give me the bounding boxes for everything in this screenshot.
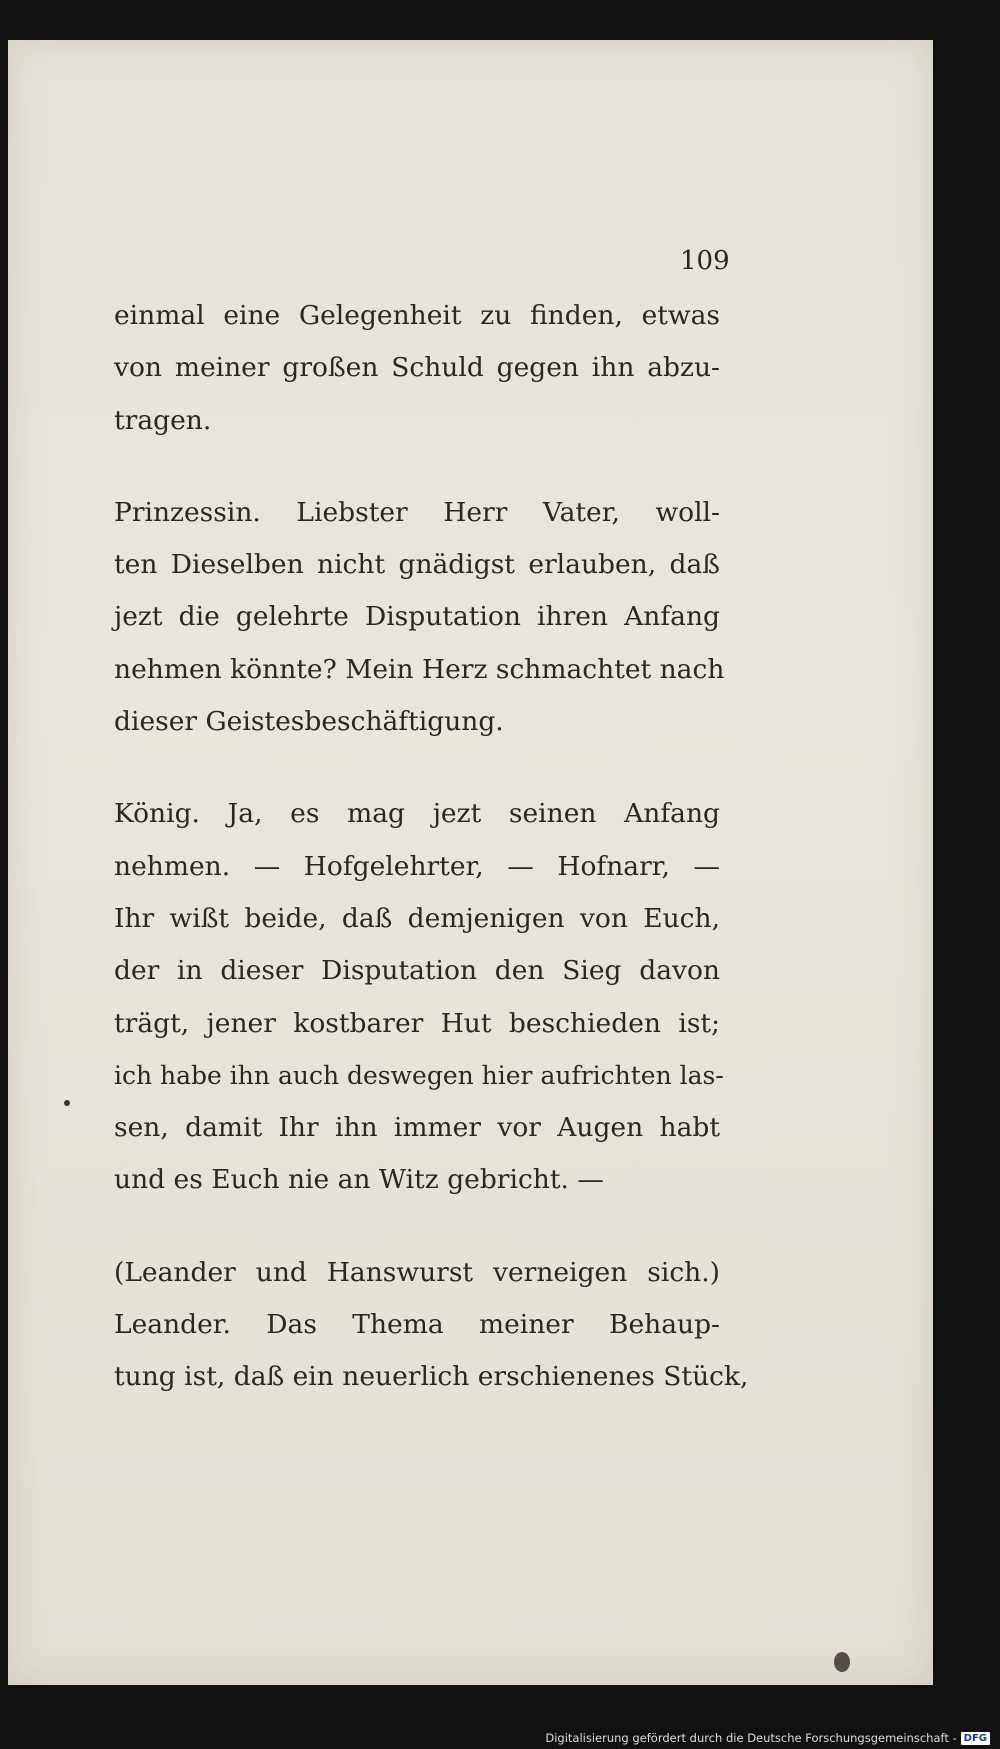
- dfg-logo-icon: DFG: [961, 1732, 990, 1745]
- page-number: 109: [680, 246, 730, 276]
- text-line: dieser Geistesbeschäftigung.: [114, 706, 504, 738]
- ink-dot: [64, 1100, 70, 1106]
- text-line: tragen.: [114, 404, 212, 436]
- paragraph-gap: [114, 1207, 720, 1247]
- digitization-footer: [545, 1731, 990, 1745]
- ink-smudge: [834, 1652, 850, 1672]
- text-line: sen, damit Ihr ihn immer vor Augen habt: [114, 1112, 720, 1144]
- text-line: jezt die gelehrte Disputation ihren Anfang: [114, 601, 720, 633]
- text-block: [114, 290, 749, 1404]
- stage-direction: (Leander und Hanswurst verneigen sich.): [114, 1256, 720, 1288]
- paragraph-gap: [114, 447, 720, 487]
- text-line: Ihr wißt beide, daß demjenigen von Euch,: [114, 902, 720, 934]
- text-line: Leander. Das Thema meiner Behaup-: [114, 1309, 720, 1341]
- text-line: Prinzessin. Liebster Herr Vater, woll-: [114, 496, 720, 528]
- text-line: ten Dieselben nicht gnädigst erlauben, daß: [114, 549, 720, 581]
- text-line: nehmen könnte? Mein Herz schmachtet nach: [114, 653, 725, 685]
- text-line: einmal eine Gelegenheit zu finden, etwas: [114, 300, 720, 331]
- text-line: der in dieser Disputation den Sieg davon: [114, 955, 720, 987]
- text-line: von meiner großen Schuld gegen ihn abzu-: [114, 352, 720, 384]
- text-line: tung ist, daß ein neuerlich erschienenes Stück,: [114, 1361, 749, 1393]
- text-line: König. Ja, es mag jezt seinen Anfang: [114, 798, 720, 830]
- footer-text: Digitalisierung gefördert durch die Deutsche Forschungsgemeinschaft -: [545, 1731, 957, 1745]
- book-page: [8, 40, 933, 1685]
- text-line: und es Euch nie an Witz gebricht. —: [114, 1164, 604, 1196]
- text-line: trägt, jener kostbarer Hut beschieden ist;: [114, 1007, 720, 1039]
- text-line: nehmen. — Hofgelehrter, — Hofnarr, —: [114, 850, 720, 882]
- text-line: ich habe ihn auch deswegen hier aufrichten las-: [114, 1060, 724, 1090]
- paragraph-gap: [114, 748, 720, 788]
